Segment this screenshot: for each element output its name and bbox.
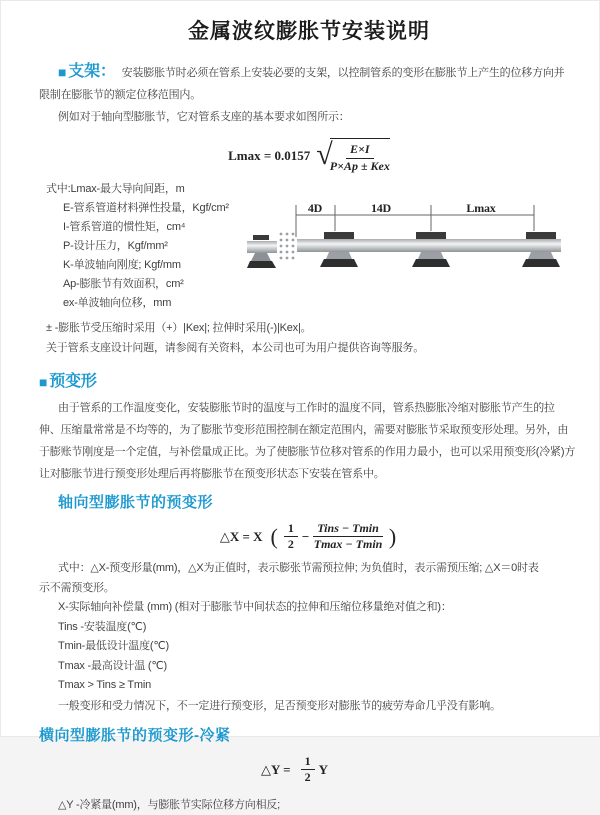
axial-item: Tins -安装温度(℃) (58, 620, 147, 633)
definition-line: I-管系管道的惯性矩，cm⁴ (63, 220, 186, 233)
sqrt-radical (316, 138, 390, 174)
temp-fraction-num: Tins − Tmin (313, 522, 383, 538)
temp-fraction-den: Tmax − Tmin (313, 537, 383, 552)
lateral-formula-lhs: △Y = (261, 761, 291, 777)
support-text-line2: 限制在膨胀节的额定位移范围内。 (39, 89, 201, 101)
definition-line: K-单波轴向刚度; Kgf/mm (63, 258, 181, 271)
predeform-line: 伸、压缩量常常是不均等的，为了膨胀节变形范围控制在额定范围内，需要对膨胀节采取预变形处理。另外，由 (39, 423, 569, 436)
half-num: 1 (301, 755, 315, 771)
sqrt-radicand (330, 138, 390, 174)
axial-desc-line1: 式中：△X-预变形量(mm)，△X为正值时，表示膨张节需预拉伸; 为负值时，表示需预压缩; △X＝0时表 (58, 562, 539, 575)
pipe-support-diagram (247, 201, 567, 297)
lmax-formula (228, 138, 390, 174)
half-fraction (301, 755, 315, 786)
predeform-paragraph (39, 397, 579, 485)
predeform-line: 由于管系的工作温度变化，安装膨胀节时的温度与工作时的温度不同，管系热膨胀冷缩对膨胀节产生的拉 (58, 401, 555, 414)
support-section (39, 61, 579, 128)
section-square-icon: ■ (58, 64, 67, 80)
half-num: 1 (284, 522, 298, 538)
support-text-line1: 安装膨胀节时必须在管系上安装必要的支架，以控制管系的变形在膨胀节上产生的位移方向并 (121, 67, 565, 79)
left-paren: ( (270, 523, 278, 549)
lmax-formula-lhs: Lmax = 0.0157 (228, 147, 311, 163)
predeform-line: 于膨账节刚度是一个定值，与补偿量成正比。为了使膨胀节位移对管系的作用力最小，也可以采用预变形(冷紧)方 (39, 445, 576, 458)
definition-line: 式中:Lmax-最大导向间距，m (46, 182, 185, 195)
dim-label-14d: 14D (370, 200, 392, 215)
lateral-item: △Y -冷紧量(mm)，与膨胀节实际位移方向相反; (58, 799, 281, 812)
dim-label-4d: 4D (307, 200, 323, 215)
definition-line: P-设计压力，Kgf/mm² (63, 239, 168, 252)
definition-line: ex-单波轴向位移，mm (63, 296, 172, 309)
axial-subheading: 轴向型膨胀节的预变形 (58, 493, 214, 511)
page-title: 金属波纹膨胀节安装说明 (188, 20, 430, 43)
definition-line: E-管系管道材料弹性投量，Kgf/cm² (63, 201, 229, 214)
axial-formula-lhs: △X = X (219, 528, 263, 544)
axial-desc-line2: 示不需预变形。 (39, 582, 115, 595)
definition-line: Ap-膨胀节有效面积，cm² (63, 277, 184, 290)
section-square-icon: ■ (39, 373, 48, 390)
lmax-fraction-num: E×I (346, 143, 374, 159)
lmax-fraction (330, 143, 390, 174)
lateral-subheading: 横向型膨胀节的预变形-冷紧 (39, 726, 231, 744)
lmax-fraction-den: P×Ap ± Kex (329, 158, 390, 173)
lateral-formula-rhs: Y (318, 761, 328, 777)
axial-item: Tmax -最高设计温 (℃) (58, 659, 167, 672)
predeform-line: 让对膨胀节进行预变形处理后再将膨胀节在预变形状态下安装在管系中。 (39, 467, 385, 480)
half-den: 2 (287, 537, 294, 552)
support-text-line3: 例如对于轴向型膨胀节，它对管系支座的基本要求如图所示： (58, 111, 350, 123)
lateral-formula (261, 755, 328, 786)
support-section-title: 支架： (68, 63, 116, 80)
kex-note: ± -膨胀节受压缩时采用（+）|Kex|; 拉伸时采用(-)|Kex|。 (46, 321, 312, 334)
predeform-section-heading (39, 368, 579, 391)
axial-item: X-实际轴向补偿量 (mm) (相对于膨胀节中间状态的拉伸和压缩位移量绝对值之和)： (58, 601, 452, 614)
sqrt-sign: √ (316, 138, 333, 171)
axial-note: 一般变形和受力情况下，不一定进行预变形，足否预变形对膨胀节的疲劳寿命几乎没有影响。 (58, 699, 501, 712)
temp-fraction (313, 522, 383, 553)
predeform-title: 预变形 (49, 372, 97, 390)
dim-label-lmax: Lmax (466, 200, 496, 215)
minus-sign: − (301, 528, 310, 544)
axial-formula (220, 522, 398, 553)
definitions-and-diagram (39, 180, 579, 318)
axial-item: Tmin-最低设计温度(℃) (58, 640, 169, 653)
half-den: 2 (304, 770, 311, 785)
axial-item: Tmax > Tins ≥ Tmin (58, 679, 152, 692)
support-heading-line (39, 61, 579, 84)
right-paren: ) (388, 523, 397, 549)
service-note: 关于管系支座设计问题，请参阅有关资料，本公司也可为用户提供咨询等服务。 (46, 341, 424, 354)
half-fraction (284, 522, 298, 553)
bellows-icon (280, 232, 295, 259)
